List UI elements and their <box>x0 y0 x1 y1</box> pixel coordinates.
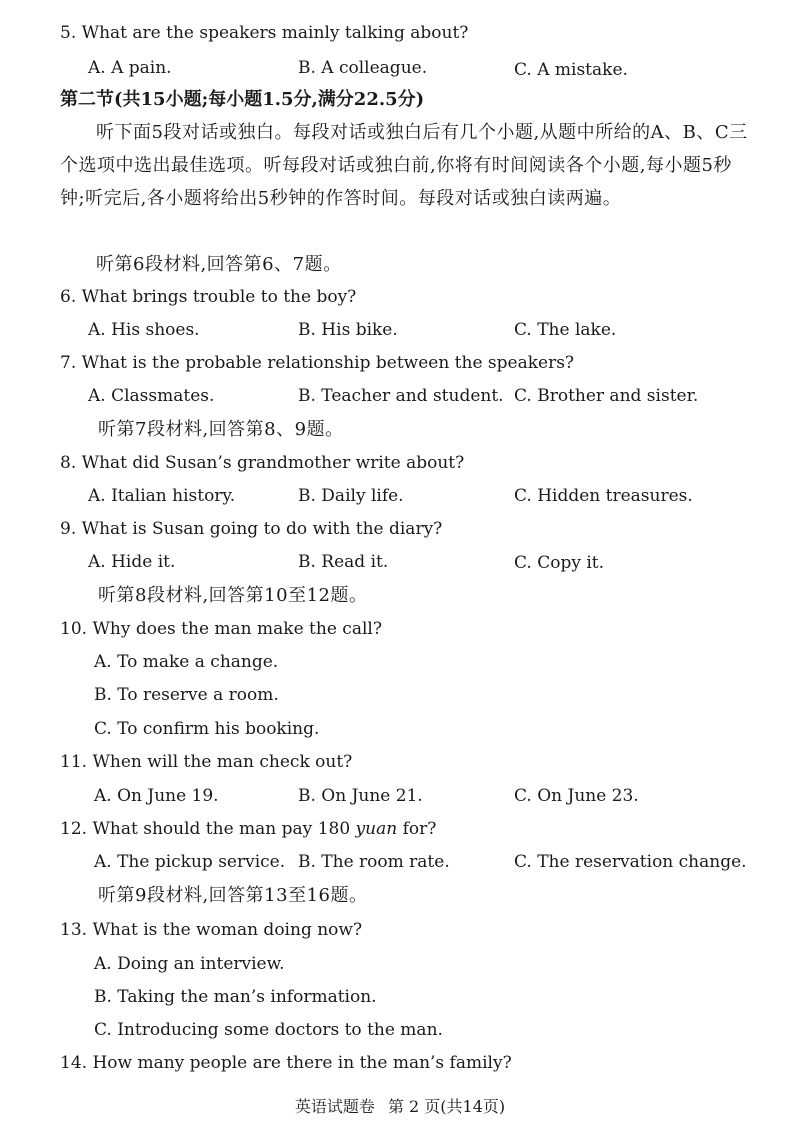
question-11-option-c: C. On June 23. <box>514 786 639 806</box>
question-11-option-a: A. On June 19. <box>94 786 219 806</box>
question-10-option-b: B. To reserve a room. <box>94 685 279 705</box>
listening-prompt-8: 听第8段材料,回答第10至12题。 <box>98 585 368 606</box>
question-6-option-a: A. His shoes. <box>88 320 200 340</box>
question-5-stem: 5. What are the speakers mainly talking about? <box>60 23 469 43</box>
footer-subject: 英语试题卷 <box>294 1097 375 1116</box>
question-12-stem-start: 12. What should the man pay 180 <box>60 819 356 839</box>
question-9-option-b: B. Read it. <box>298 552 389 572</box>
question-11-stem: 11. When will the man check out? <box>60 752 353 772</box>
question-12-stem-end: for? <box>397 819 437 839</box>
question-11-option-b: B. On June 21. <box>298 786 423 806</box>
question-7-stem: 7. What is the probable relationship between the speakers? <box>60 353 575 373</box>
question-7-option-c: C. Brother and sister. <box>514 386 699 406</box>
question-12-option-b: B. The room rate. <box>298 852 450 872</box>
question-13-option-c: C. Introducing some doctors to the man. <box>94 1020 443 1040</box>
question-5-option-a: A. A pain. <box>88 58 172 78</box>
question-9-stem: 9. What is Susan going to do with the diary? <box>60 519 443 539</box>
question-12-stem <box>60 818 436 840</box>
question-10-option-a: A. To make a change. <box>94 652 279 672</box>
question-12-option-c: C. The reservation change. <box>514 852 747 872</box>
question-12-stem-yuan: yuan <box>355 819 398 839</box>
question-8-option-c: C. Hidden treasures. <box>514 486 693 506</box>
question-13-stem: 13. What is the woman doing now? <box>60 920 363 940</box>
question-8-option-b: B. Daily life. <box>298 486 404 506</box>
question-10-option-c: C. To confirm his booking. <box>94 719 320 739</box>
question-6-option-b: B. His bike. <box>298 320 398 340</box>
section-title: 第二节(共15小题;每小题1.5分,满分22.5分) <box>60 89 425 110</box>
question-14-stem: 14. How many people are there in the man’s family? <box>60 1053 512 1073</box>
question-6-stem: 6. What brings trouble to the boy? <box>60 287 357 307</box>
question-8-stem: 8. What did Susan’s grandmother write about? <box>60 453 465 473</box>
question-7-option-a: A. Classmates. <box>88 386 215 406</box>
footer-page-number: 第 2 页(共14页) <box>387 1097 506 1116</box>
question-6-option-c: C. The lake. <box>514 320 617 340</box>
question-13-option-b: B. Taking the man’s information. <box>94 987 377 1007</box>
question-8-option-a: A. Italian history. <box>88 486 236 506</box>
question-5-option-c: C. A mistake. <box>514 60 628 80</box>
question-7-option-b: B. Teacher and student. <box>298 386 504 406</box>
page-footer <box>0 1096 800 1118</box>
question-9-option-a: A. Hide it. <box>88 552 176 572</box>
listening-prompt-9: 听第9段材料,回答第13至16题。 <box>98 885 368 906</box>
listening-prompt-6: 听第6段材料,回答第6、7题。 <box>96 254 342 275</box>
listening-prompt-7: 听第7段材料,回答第8、9题。 <box>98 419 344 440</box>
question-12-option-a: A. The pickup service. <box>94 852 286 872</box>
question-13-option-a: A. Doing an interview. <box>94 954 285 974</box>
question-10-stem: 10. Why does the man make the call? <box>60 619 382 639</box>
question-9-option-c: C. Copy it. <box>514 553 605 573</box>
section-instructions: 听下面5段对话或独白。每段对话或独白后有几个小题,从题中所给的A、B、C三个选项中选出最佳选项。听每段对话或独白前,你将有时间阅读各个小题,每小题5秒钟;听完后,各小题将给出5秒钟的作答时间。每段对话或独白读两遍。 <box>60 122 748 209</box>
question-5-option-b: B. A colleague. <box>298 58 428 78</box>
